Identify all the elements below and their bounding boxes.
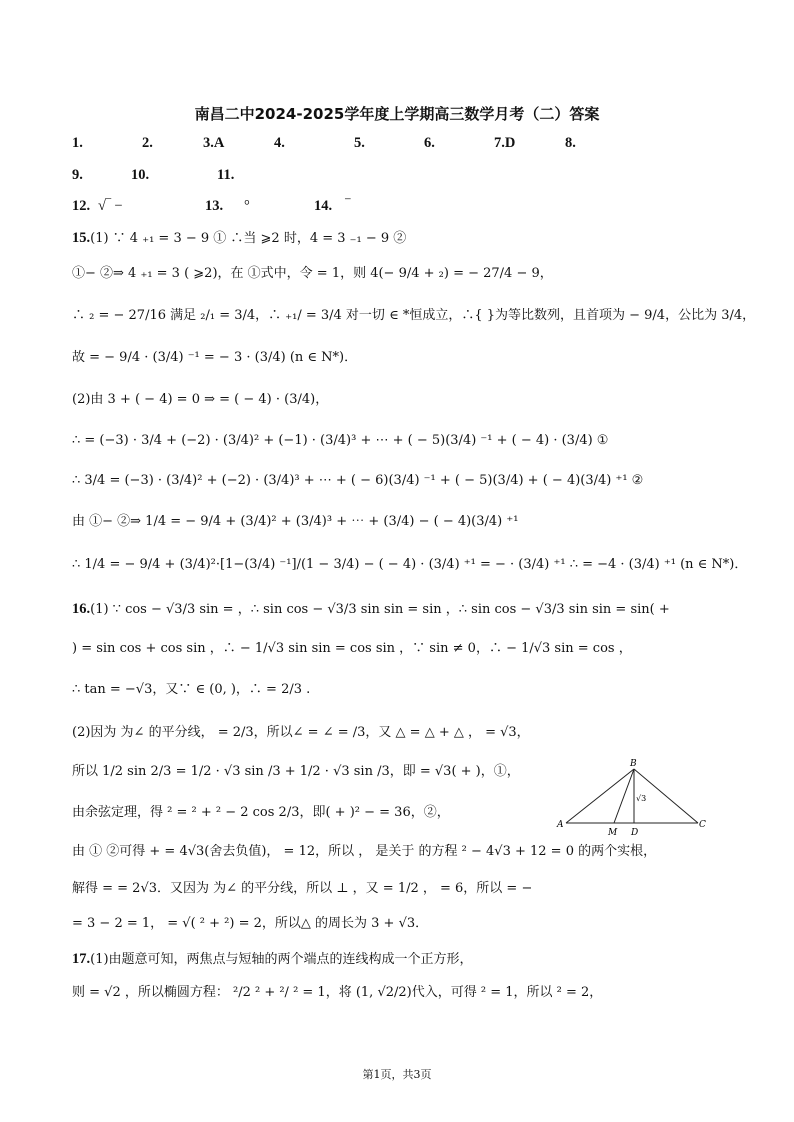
answer-6: 6. bbox=[424, 135, 435, 151]
answer-3: 3.A bbox=[203, 135, 225, 151]
q16-line-4: (2)因为 为∠ 的平分线， = 2/3，所以∠ = ∠ = /3，又 △ = △ + △ ， = √3， bbox=[72, 725, 530, 740]
q17-number: 17. bbox=[72, 951, 91, 967]
answer-2: 2. bbox=[142, 135, 153, 151]
answer-1: 1. bbox=[72, 135, 83, 151]
q15-line-6: ∴ = (−3) · 3/4 + (−2) · (3/4)² + (−1) · (3/4)³ + ⋯ + ( − 5)(3/4) ⁻¹ + ( − 4) · (3/4) ① bbox=[72, 433, 609, 448]
q16-line-8: 解得 = = 2√3．又因为 为∠ 的平分线，所以 ⊥ ，又 = 1/2 ， = 6，所以 = − bbox=[72, 881, 533, 896]
label-bd-length: √3 bbox=[636, 794, 647, 803]
answer-9: 9. bbox=[72, 167, 83, 183]
label-a: A bbox=[557, 820, 564, 830]
answer-10: 10. bbox=[131, 167, 150, 183]
q16-number: 16. bbox=[72, 601, 91, 617]
q15-line-3: ∴ ₂ = − 27/16 满足 ₂/₁ = 3/4，∴ ₊₁/ = 3/4 对一切 ∈ *恒成立，∴{ }为等比数列，且首项为 − 9/4，公比为 3/4， bbox=[72, 308, 756, 323]
q15-line-1 bbox=[72, 229, 406, 248]
q15-text-1: (1) ∵ 4 ₊₁ = 3 − 9 ① ∴当 ⩾2 时，4 = 3 ₋₁ − 9 ② bbox=[90, 231, 407, 246]
q17-line-1 bbox=[72, 950, 473, 969]
answer-11: 11. bbox=[217, 167, 235, 183]
q16-line-1 bbox=[72, 600, 670, 619]
answer-12: 12. bbox=[72, 198, 91, 214]
q15-line-2: ①− ②⇒ 4 ₊₁ = 3 ( ⩾2)，在 ①式中，令 = 1，则 4(− 9/4 + ₂) = − 27/4 − 9， bbox=[72, 266, 553, 281]
q15-line-7: ∴ 3/4 = (−3) · (3/4)² + (−2) · (3/4)³ + ⋯ + ( − 6)(3/4) ⁻¹ + ( − 5)(3/4) + ( − 4)(3/4) ⁺¹ ② bbox=[72, 473, 644, 488]
q16-line-6: 由余弦定理，得 ² = ² + ² − 2 cos 2/3，即( + )² − = 36，②， bbox=[72, 805, 450, 820]
q15-line-5: (2)由 3 + ( − 4) = 0 ⇒ = ( − 4) · (3/4)， bbox=[72, 392, 329, 407]
label-m: M bbox=[608, 828, 618, 838]
q16-line-9: = 3 − 2 = 1， = √( ² + ²) = 2，所以△ 的周长为 3 + √3． bbox=[72, 916, 429, 931]
page-footer: 第1页，共3页 bbox=[362, 1068, 432, 1081]
q16-line-5: 所以 1/2 sin 2/3 = 1/2 · √3 sin /3 + 1/2 · √3 sin /3，即 = √3( + )，①， bbox=[72, 764, 520, 779]
answer-4: 4. bbox=[274, 135, 285, 151]
q15-line-9: ∴ 1/4 = − 9/4 + (3/4)²·[1−(3/4) ⁻¹]/(1 − 3/4) − ( − 4) · (3/4) ⁺¹ = − · (3/4) ⁺¹ ∴ = −4 · (3/4) ⁺¹ (n ∈ N*)． bbox=[72, 557, 748, 572]
q15-line-8: 由 ①− ②⇒ 1/4 = − 9/4 + (3/4)² + (3/4)³ + ⋯ + (3/4) − ( − 4)(3/4) ⁺¹ bbox=[72, 514, 519, 529]
q17-line-2: 则 = √2 ，所以椭圆方程： ²/2 ² + ²/ ² = 1，将 (1, √2/2)代入，可得 ² = 1，所以 ² = 2， bbox=[72, 985, 603, 1000]
q17-text-1: (1)由题意可知，两焦点与短轴的两个端点的连线构成一个正方形， bbox=[90, 952, 473, 967]
label-d: D bbox=[631, 828, 639, 838]
q16-line-2: ) = sin cos + cos sin ，∴ − 1/√3 sin sin = cos sin ，∵ sin ≠ 0，∴ − 1/√3 sin = cos ， bbox=[72, 641, 632, 656]
q15-line-4: 故 = − 9/4 · (3/4) ⁻¹ = − 3 · (3/4) (n ∈ N*)． bbox=[72, 350, 358, 365]
label-c: C bbox=[699, 820, 706, 830]
triangle-figure bbox=[556, 757, 706, 839]
answer-13: 13. bbox=[205, 198, 224, 214]
answer-14: 14. bbox=[314, 198, 333, 214]
label-b: B bbox=[630, 759, 637, 769]
answer-5: 5. bbox=[354, 135, 365, 151]
answer-7: 7.D bbox=[494, 135, 516, 151]
q15-number: 15. bbox=[72, 230, 91, 246]
page-title: 南昌二中2024-2025学年度上学期高三数学月考（二）答案 bbox=[194, 105, 600, 123]
answer-13-value: ° bbox=[244, 198, 250, 214]
q16-text-1: (1) ∵ cos − √3/3 sin = ，∴ sin cos − √3/3 sin sin = sin ，∴ sin cos − √3/3 sin sin = sin( + bbox=[90, 602, 670, 617]
answer-12-value: √‾ − bbox=[98, 198, 123, 214]
answer-14-value: ⁻ bbox=[344, 194, 352, 210]
q16-line-7: 由 ① ②可得 + = 4√3(舍去负值)， = 12，所以 ， 是关于 的方程 ² − 4√3 + 12 = 0 的两个实根， bbox=[72, 844, 657, 859]
answer-8: 8. bbox=[565, 135, 576, 151]
q16-line-3: ∴ tan = −√3，又∵ ∈ (0, )，∴ = 2/3 . bbox=[72, 682, 311, 697]
